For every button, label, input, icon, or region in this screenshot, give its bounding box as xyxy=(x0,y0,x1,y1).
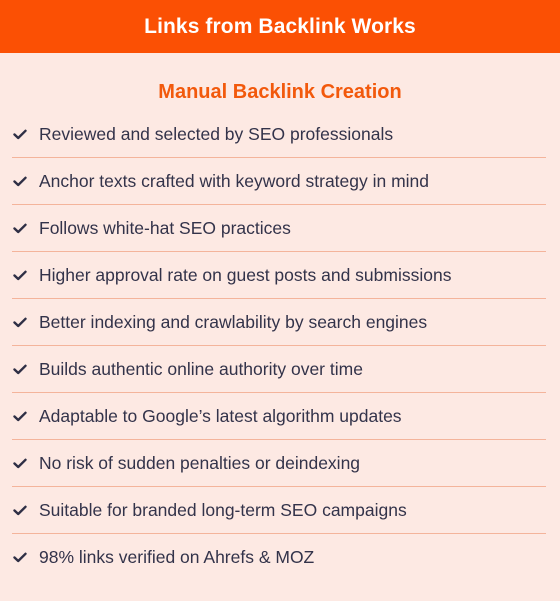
feature-item xyxy=(12,440,546,487)
checkmark-icon xyxy=(12,220,28,236)
checkmark-icon xyxy=(12,550,28,566)
feature-text: 98% links verified on Ahrefs & MOZ xyxy=(39,547,315,567)
checkmark-icon xyxy=(12,455,28,471)
feature-item xyxy=(12,252,546,299)
feature-text: Anchor texts crafted with keyword strategy in mind xyxy=(39,170,430,191)
feature-item xyxy=(12,299,546,346)
feature-text: Suitable for branded long-term SEO campaigns xyxy=(39,499,407,520)
feature-text: Follows white-hat SEO practices xyxy=(39,217,291,238)
checkmark-icon xyxy=(12,267,28,283)
checkmark-icon xyxy=(12,502,28,518)
feature-text: Builds authentic online authority over time xyxy=(39,358,363,379)
card-header xyxy=(0,0,560,53)
feature-item xyxy=(12,158,546,205)
feature-item xyxy=(12,534,546,581)
feature-item xyxy=(12,111,546,158)
feature-text: Higher approval rate on guest posts and submissions xyxy=(39,264,452,285)
feature-item xyxy=(12,346,546,393)
checkmark-icon xyxy=(12,126,28,142)
header-title: Links from Backlink Works xyxy=(144,14,416,38)
checkmark-icon xyxy=(12,173,28,189)
feature-text: Reviewed and selected by SEO professionals xyxy=(39,123,394,144)
checkmark-icon xyxy=(12,314,28,330)
feature-text: Better indexing and crawlability by search engines xyxy=(39,311,428,332)
checkmark-icon xyxy=(12,361,28,377)
checkmark-icon xyxy=(12,408,28,424)
section-title: Manual Backlink Creation xyxy=(158,81,402,103)
feature-item xyxy=(12,205,546,252)
feature-item xyxy=(12,487,546,534)
feature-item xyxy=(12,393,546,440)
feature-text: No risk of sudden penalties or deindexing xyxy=(39,452,361,473)
feature-list xyxy=(0,111,560,581)
feature-text: Adaptable to Google’s latest algorithm updates xyxy=(39,405,402,426)
